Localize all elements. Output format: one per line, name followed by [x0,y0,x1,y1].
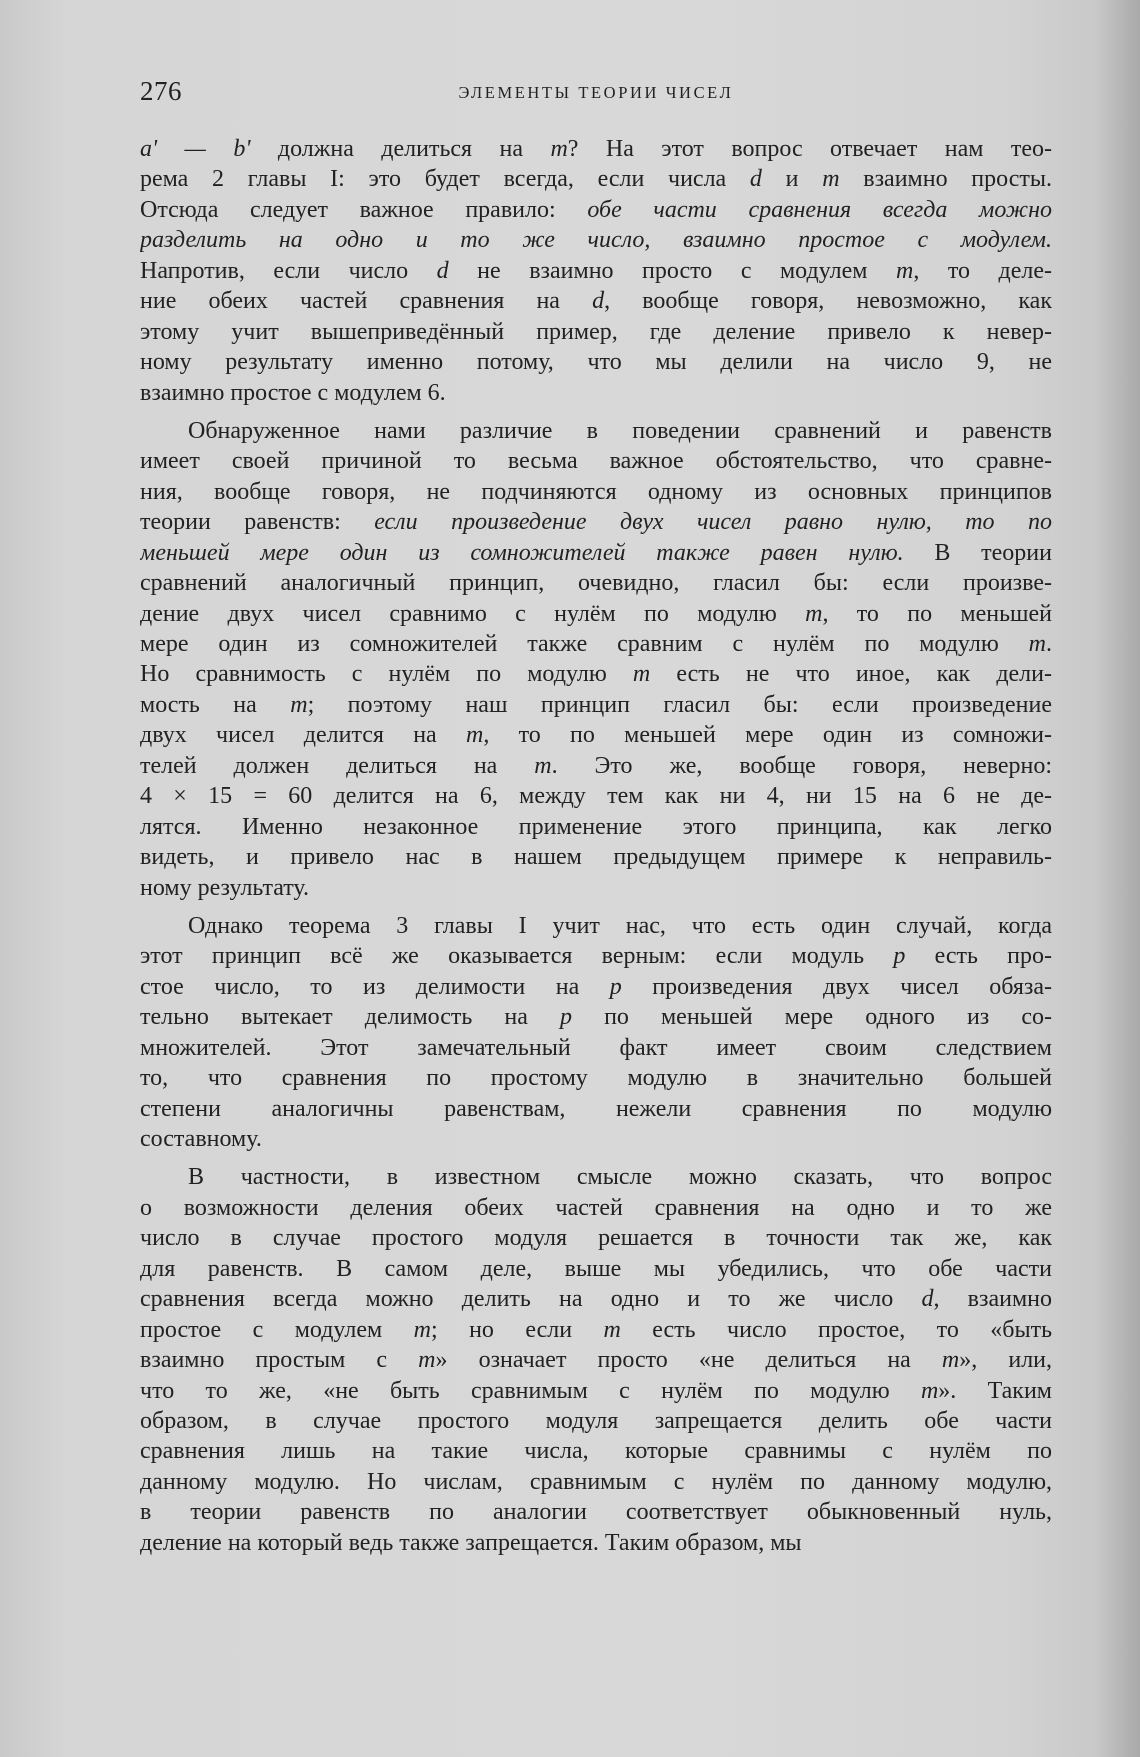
italic-run: если произведение двух чисел равно нулю, то по [374,509,1052,536]
text-run: деление на который ведь также запрещается. Таким образом, мы [140,1529,802,1556]
text-line [140,1467,1052,1497]
text-line [140,1345,1052,1375]
text-line [140,446,1052,476]
text-run: теории равенств: [140,509,375,536]
text-line [140,911,1052,941]
text-line [140,286,1052,316]
text-run: сравнения всегда можно делить на одно и то же число [140,1286,922,1313]
text-run: ? На этот вопрос отвечает нам тео- [567,136,1052,162]
text-run: данному модулю. Но числам, сравнимым с нулём по данному модулю, [140,1468,1052,1495]
text-line [140,1284,1052,1314]
italic-run: m [805,600,823,627]
text-run: видеть, и привело нас в нашем предыдущем примере к неправиль- [140,844,1052,871]
text-run: что то же, «не быть сравнимым с нулём по модулю [140,1377,921,1404]
text-run: В теории [903,539,1052,566]
italic-run: m [895,257,914,284]
text-run: ; но если [430,1316,604,1343]
text-run: сравнений аналогичный принцип, очевидно, гласил бы: если произве- [140,570,1052,597]
running-title: ЭЛЕМЕНТЫ ТЕОРИИ ЧИСЕЛ [458,83,734,102]
text-run: ния, вообще говоря, не подчиняются одному из основных принципов [140,478,1052,505]
text-run: Но сравнимость с нулём по модулю [140,661,633,688]
italic-run: меньшей мере один из сомножителей также равен нулю. [140,539,904,566]
text-run: , взаимно [933,1286,1052,1313]
text-line [140,477,1052,507]
italic-run: m [418,1347,436,1374]
text-line [140,1094,1052,1124]
italic-run: m [413,1316,431,1343]
text-line [140,842,1052,872]
italic-run: p [559,1004,572,1031]
text-line [140,1193,1052,1223]
italic-run: m [941,1347,960,1374]
text-run: не взаимно просто с модулем [448,257,896,284]
text-line [140,225,1052,255]
text-line [140,568,1052,598]
page-body [140,134,1052,1558]
text-run: взаимно просты. [839,166,1052,193]
text-run: сравнения лишь на такие числа, которые сравнимы с нулём по [140,1438,1052,1465]
italic-run: m [822,166,840,193]
text-line [140,781,1052,811]
text-run: взаимно простое с модулем 6. [140,379,446,406]
text-run: , то по меньшей мере один из сомножи- [483,722,1052,749]
page-header [140,76,1052,116]
text-line [140,751,1052,781]
italic-run: p [609,973,622,1000]
text-run: стое число, то из делимости на [140,973,610,1000]
paragraph [140,1162,1052,1558]
text-line [140,134,1052,164]
italic-run: m [603,1316,621,1343]
text-line [140,195,1052,225]
text-line [140,1315,1052,1345]
italic-run: d [592,288,605,315]
text-line [140,873,1052,903]
text-run: », или, [959,1347,1052,1374]
text-run: имеет своей причиной то весьма важное обстоятельство, что сравне- [140,448,1052,475]
text-run: степени аналогичны равенствам, нежели сравнения по модулю [140,1095,1052,1122]
text-line [140,1497,1052,1527]
text-run: число в случае простого модуля решается в точности так же, как [140,1225,1052,1252]
text-run: по меньшей мере одного из со- [571,1004,1052,1031]
text-run: есть не что иное, как дели- [650,661,1052,688]
text-line [140,1033,1052,1063]
text-run: этому учит вышеприведённый пример, где деление привело к невер- [140,318,1052,345]
text-line [140,256,1052,286]
paragraph [140,134,1052,408]
text-line [140,690,1052,720]
text-run: ному результату именно потому, что мы делили на число 9, не [140,349,1052,376]
text-run: телей должен делиться на [140,752,535,779]
text-run: этот принцип всё же оказывается верным: если модуль [140,943,894,970]
text-run: ние обеих частей сравнения на [140,288,593,315]
text-run: для равенств. В самом деле, выше мы убедились, что обе части [140,1255,1052,1282]
text-line [140,507,1052,537]
paragraph [140,416,1052,903]
text-run: произведения двух чисел обяза- [621,973,1052,1000]
italic-run: d [921,1286,934,1313]
text-run: . Это же, вообще говоря, неверно: [551,752,1052,779]
text-run: Однако теорема 3 главы I учит нас, что есть один случай, когда [188,912,1052,939]
text-line [140,1223,1052,1253]
italic-run: a' — b' [140,136,251,162]
text-line [140,1406,1052,1436]
text-run: ному результату. [140,874,310,901]
paragraph [140,911,1052,1155]
text-run: , то деле- [913,257,1052,284]
text-run: то, что сравнения по простому модулю в значительно большей [140,1065,1052,1092]
text-run: о возможности деления обеих частей сравнения на одно и то же [140,1194,1052,1221]
text-run: и [761,166,823,193]
text-line [140,347,1052,377]
text-run: Обнаруженное нами различие в поведении сравнений и равенств [188,417,1052,444]
text-line [140,1254,1052,1284]
italic-run: m [632,661,651,688]
italic-run: разделить на одно и то же число, взаимно простое с модулем. [140,227,1052,254]
text-run: . [1046,631,1052,657]
text-line [140,1436,1052,1466]
text-run: , то по меньшей [822,600,1052,627]
text-run: тельно вытекает делимость на [140,1004,560,1031]
text-line [140,1376,1052,1406]
text-line [140,1063,1052,1093]
text-line [140,629,1052,659]
text-line [140,378,1052,408]
text-line [140,812,1052,842]
italic-run: d [749,166,762,193]
text-run: мере один из сомножителей также сравним с нулём по модулю [140,631,1029,657]
text-run: образом, в случае простого модуля запрещается делить обе части [140,1407,1052,1434]
text-line [140,538,1052,568]
text-line [140,720,1052,750]
italic-run: m [1028,631,1046,657]
text-run: должна делиться на [250,136,551,162]
italic-run: m [465,722,484,749]
text-run: ». Таким [938,1377,1052,1404]
text-run: есть про- [905,943,1052,970]
text-line [140,416,1052,446]
italic-run: m [920,1377,939,1404]
text-run: ; поэтому наш принцип гласил бы: если произведение [307,691,1052,718]
text-line [140,659,1052,689]
text-line [140,941,1052,971]
text-run: В частности, в известном смысле можно сказать, что вопрос [188,1164,1052,1191]
text-line [140,972,1052,1002]
text-line [140,317,1052,347]
italic-run: m [534,752,552,779]
text-run: » означает просто «не делиться на [435,1347,942,1374]
text-run: дение двух чисел сравнимо с нулём по модулю [140,600,806,627]
text-line [140,599,1052,629]
text-line [140,1124,1052,1154]
text-line [140,1002,1052,1032]
text-run: взаимно простым с [140,1347,419,1374]
page-edge-shadow [1095,0,1140,1757]
text-run: двух чисел делится на [140,722,466,749]
text-line [140,1162,1052,1192]
italic-run: d [436,257,449,284]
text-run: множителей. Этот замечательный факт имеет своим следствием [140,1034,1052,1061]
text-run: Отсюда следует важное правило: [140,196,588,223]
text-run: рема 2 главы I: это будет всегда, если числа [140,166,750,193]
text-line [140,1528,1052,1558]
italic-run: p [893,943,906,970]
text-run: в теории равенств по аналогии соответствует обыкновенный нуль, [140,1499,1052,1526]
page-number: 276 [140,76,182,106]
text-run: Напротив, если число [140,257,437,284]
text-run: составному. [140,1126,262,1152]
italic-run: m [550,136,568,162]
text-run: есть число простое, то «быть [620,1316,1052,1343]
text-run: лятся. Именно незаконное применение этого принципа, как легко [140,813,1052,840]
italic-run: обе части сравнения всегда можно [587,196,1052,223]
text-run: , вообще говоря, невозможно, как [604,288,1052,315]
text-run: простое с модулем [140,1316,414,1343]
text-line [140,164,1052,194]
text-run: 4 × 15 = 60 делится на 6, между тем как ни 4, ни 15 на 6 не де- [140,783,1052,810]
text-run: мость на [140,691,291,718]
italic-run: m [290,691,308,718]
